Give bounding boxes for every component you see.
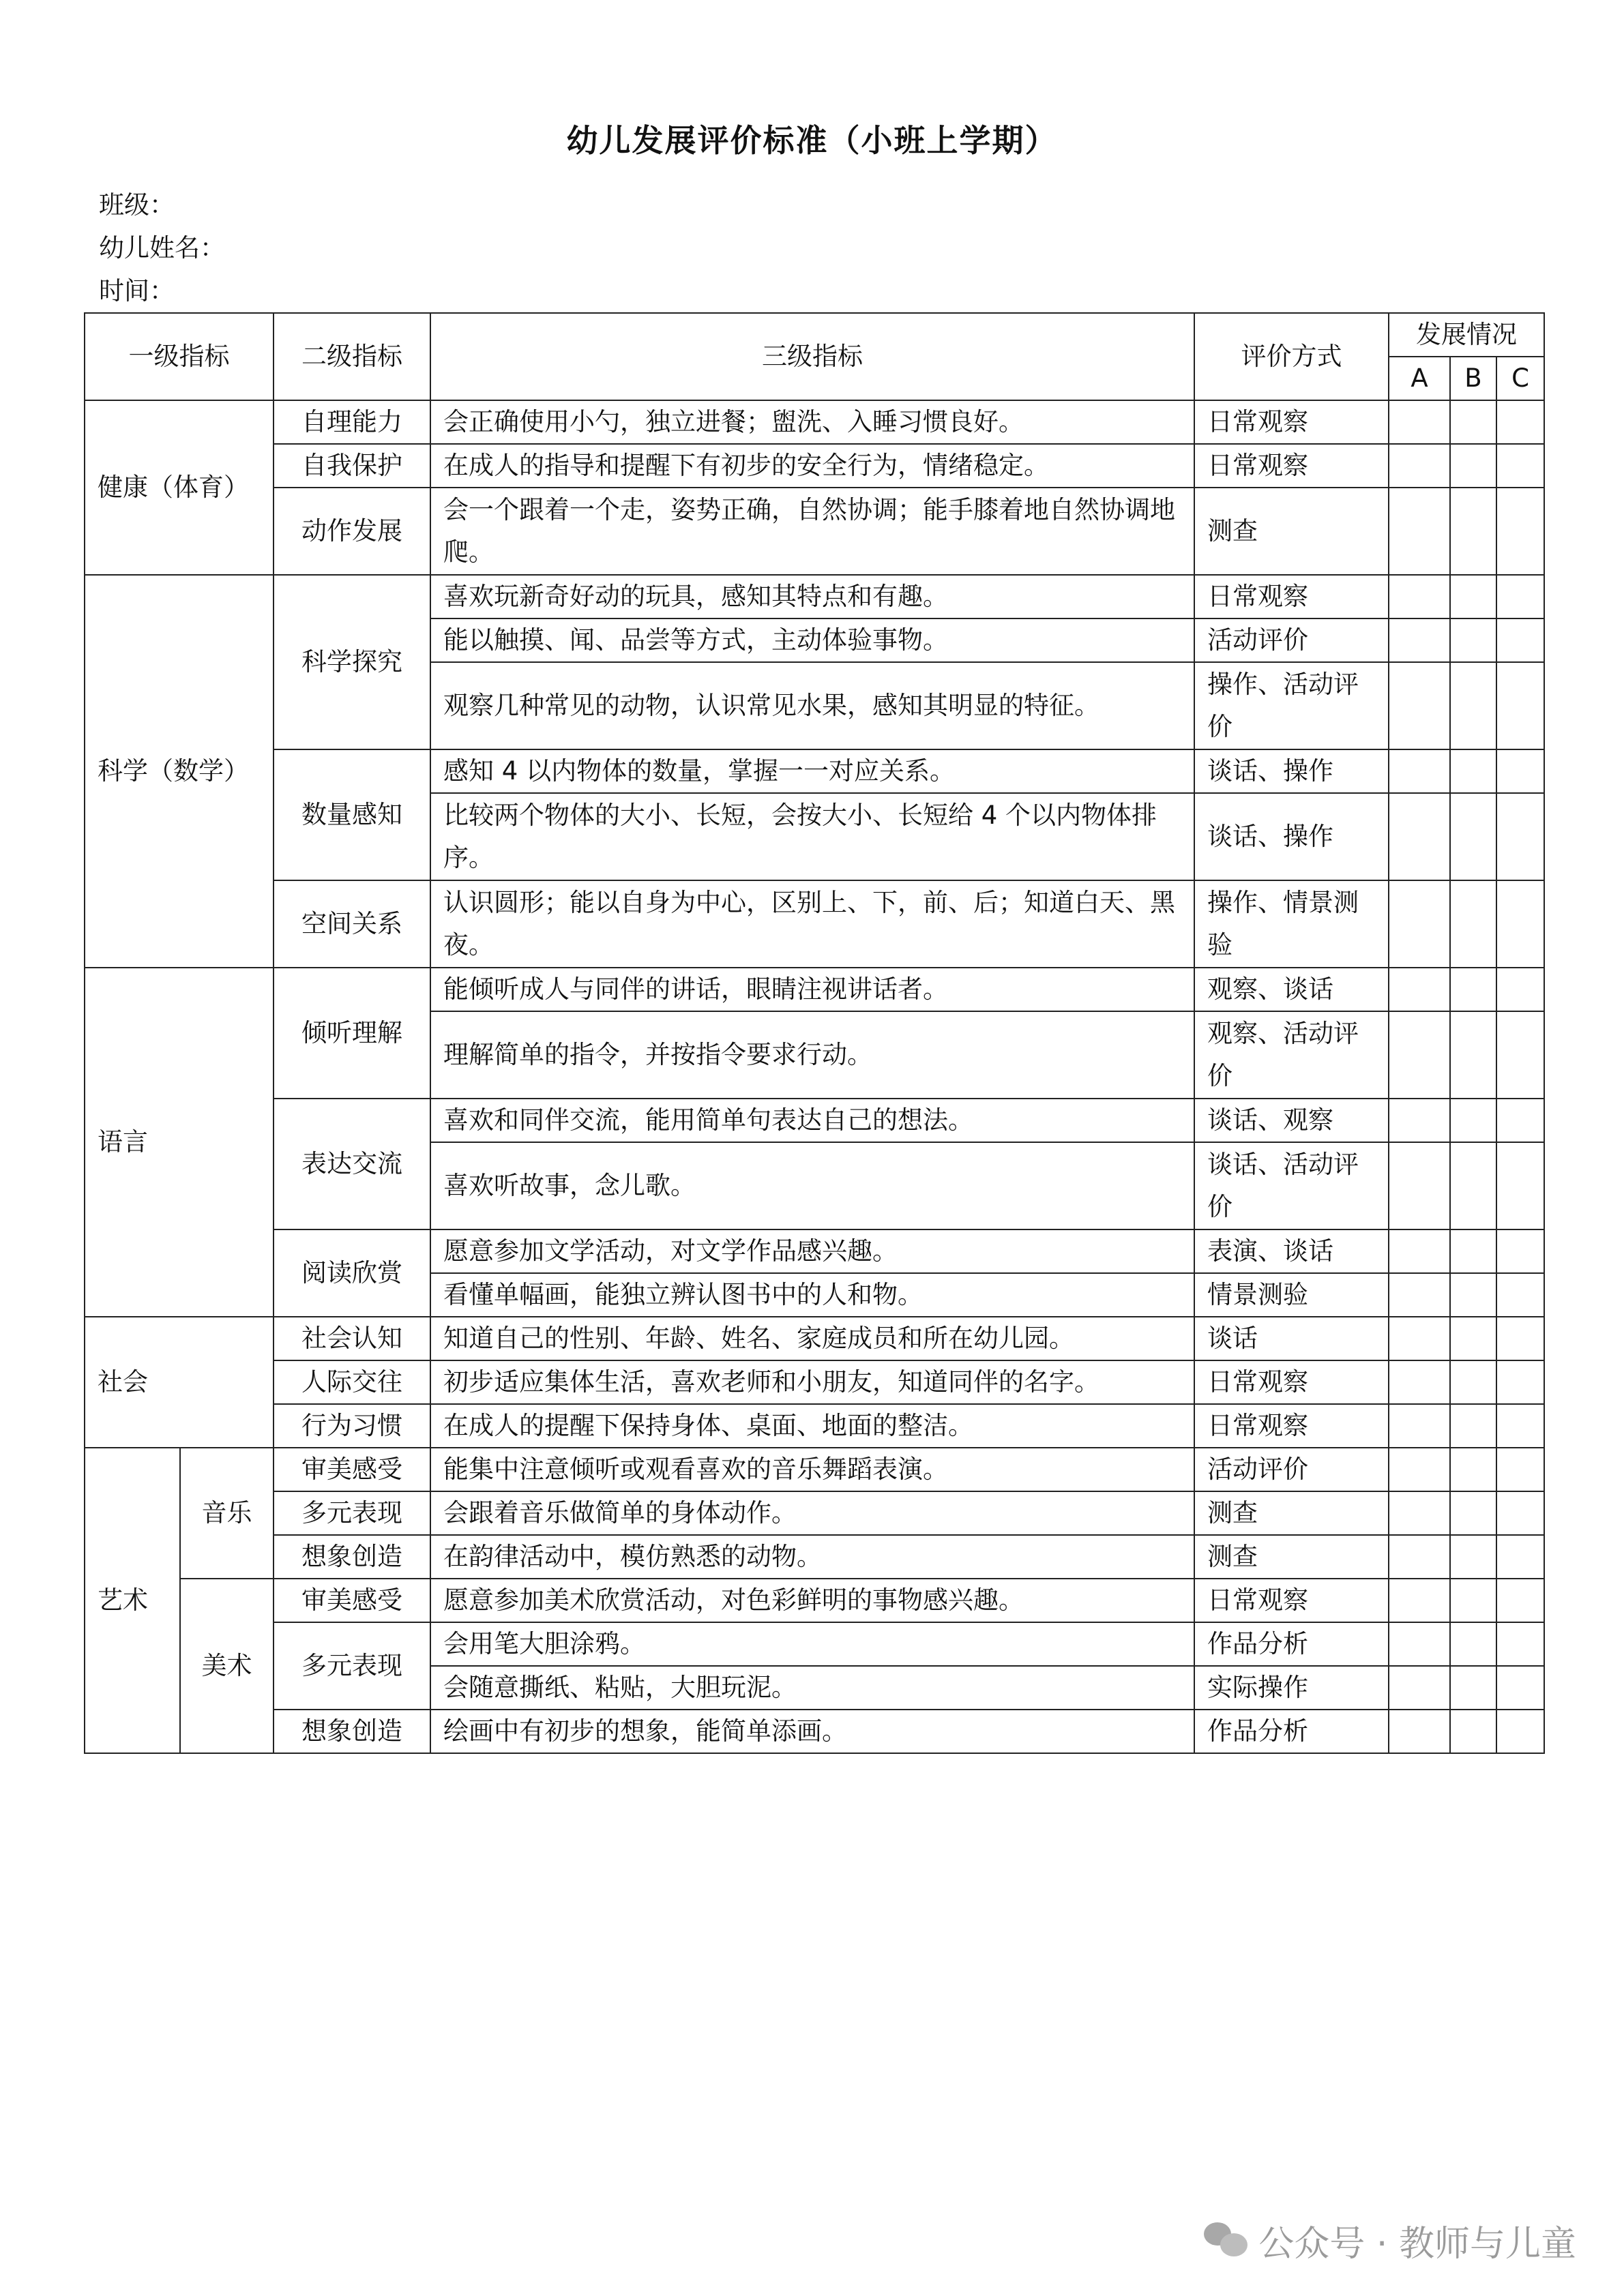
level3-cell: 在韵律活动中，模仿熟悉的动物。 [430,1535,1194,1579]
method-cell: 操作、活动评价 [1194,662,1389,749]
grade-b-cell[interactable] [1450,749,1496,793]
grade-a-cell[interactable] [1389,1535,1450,1579]
header-method: 评价方式 [1194,313,1389,400]
method-cell: 谈话、观察 [1194,1099,1389,1142]
table-row [85,488,1544,575]
grade-b-cell[interactable] [1450,1448,1496,1491]
grade-b-cell[interactable] [1450,1142,1496,1229]
level1-social: 社会 [85,1317,274,1448]
grade-c-cell[interactable] [1496,618,1544,662]
level3-cell: 在成人的指导和提醒下有初步的安全行为，情绪稳定。 [430,444,1194,488]
method-cell: 观察、谈话 [1194,968,1389,1011]
table-row [85,880,1544,968]
grade-c-cell[interactable] [1496,1666,1544,1710]
header-grade-b: B [1450,357,1496,400]
method-cell: 测查 [1194,1491,1389,1535]
grade-a-cell[interactable] [1389,618,1450,662]
method-cell: 情景测验 [1194,1273,1389,1317]
table-row [85,1710,1544,1753]
grade-b-cell[interactable] [1450,1710,1496,1753]
grade-c-cell[interactable] [1496,488,1544,575]
table-row [85,400,1544,444]
table-row [85,1491,1544,1535]
grade-a-cell[interactable] [1389,880,1450,968]
grade-b-cell[interactable] [1450,488,1496,575]
method-cell: 日常观察 [1194,444,1389,488]
level2-interpersonal: 人际交往 [274,1360,430,1404]
header-level3: 三级指标 [430,313,1194,400]
grade-c-cell[interactable] [1496,575,1544,618]
grade-c-cell[interactable] [1496,880,1544,968]
method-cell: 日常观察 [1194,1404,1389,1448]
table-row [85,1535,1544,1579]
level2-sci-explore: 科学探究 [274,575,430,749]
method-cell: 谈话 [1194,1317,1389,1360]
method-cell: 谈话、活动评价 [1194,1142,1389,1229]
grade-c-cell[interactable] [1496,1491,1544,1535]
method-cell: 测查 [1194,1535,1389,1579]
grade-b-cell[interactable] [1450,1273,1496,1317]
level3-cell: 喜欢玩新奇好动的玩具，感知其特点和有趣。 [430,575,1194,618]
header-development: 发展情况 [1389,313,1544,357]
header-level2: 二级指标 [274,313,430,400]
header-level1: 一级指标 [85,313,274,400]
level2-social-cognition: 社会认知 [274,1317,430,1360]
level3-cell: 理解简单的指令，并按指令要求行动。 [430,1011,1194,1099]
grade-c-cell[interactable] [1496,400,1544,444]
grade-a-cell[interactable] [1389,1404,1450,1448]
grade-a-cell[interactable] [1389,1579,1450,1622]
level3-cell: 观察几种常见的动物，认识常见水果，感知其明显的特征。 [430,662,1194,749]
grade-b-cell[interactable] [1450,1622,1496,1666]
table-row [85,749,1544,793]
header-grade-c: C [1496,357,1544,400]
level3-cell: 认识圆形；能以自身为中心，区别上、下，前、后；知道白天、黑夜。 [430,880,1194,968]
grade-c-cell[interactable] [1496,1360,1544,1404]
level3-cell: 绘画中有初步的想象，能简单添画。 [430,1710,1194,1753]
level1-science: 科学（数学） [85,575,274,968]
grade-c-cell[interactable] [1496,1229,1544,1273]
level2-art-creation: 想象创造 [274,1710,430,1753]
grade-c-cell[interactable] [1496,1317,1544,1360]
level3-cell: 能倾听成人与同伴的讲话，眼睛注视讲话者。 [430,968,1194,1011]
grade-b-cell[interactable] [1450,662,1496,749]
grade-a-cell[interactable] [1389,1710,1450,1753]
grade-c-cell[interactable] [1496,1710,1544,1753]
grade-a-cell[interactable] [1389,968,1450,1011]
grade-a-cell[interactable] [1389,1229,1450,1273]
level2-art-aesthetic: 审美感受 [274,1579,430,1622]
table-row [85,1622,1544,1666]
class-label: 班级： [99,190,175,220]
level3-cell: 在成人的提醒下保持身体、桌面、地面的整洁。 [430,1404,1194,1448]
grade-c-cell[interactable] [1496,1142,1544,1229]
grade-b-cell[interactable] [1450,400,1496,444]
level1-art: 艺术 [85,1448,180,1753]
table-row [85,1099,1544,1142]
grade-b-cell[interactable] [1450,968,1496,1011]
grade-c-cell[interactable] [1496,1099,1544,1142]
grade-c-cell[interactable] [1496,1273,1544,1317]
grade-b-cell[interactable] [1450,1535,1496,1579]
page-title: 幼儿发展评价标准（小班上学期） [566,122,1058,159]
grade-c-cell[interactable] [1496,1535,1544,1579]
wechat-icon [1204,2222,1247,2258]
grade-a-cell[interactable] [1389,1622,1450,1666]
level2-self-protect: 自我保护 [274,444,430,488]
grade-a-cell[interactable] [1389,444,1450,488]
level3-cell: 会用笔大胆涂鸦。 [430,1622,1194,1666]
level3-cell: 会随意撕纸、粘贴，大胆玩泥。 [430,1666,1194,1710]
grade-c-cell[interactable] [1496,749,1544,793]
method-cell: 作品分析 [1194,1622,1389,1666]
grade-a-cell[interactable] [1389,488,1450,575]
grade-b-cell[interactable] [1450,1229,1496,1273]
table-row [85,1317,1544,1360]
level2-expression: 表达交流 [274,1099,430,1229]
time-label: 时间： [99,276,175,305]
table-row [85,1360,1544,1404]
level2-art-expression: 多元表现 [274,1622,430,1710]
method-cell: 操作、情景测验 [1194,880,1389,968]
header-grade-a: A [1389,357,1450,400]
level2-space: 空间关系 [274,880,430,968]
method-cell: 实际操作 [1194,1666,1389,1710]
level2-listening: 倾听理解 [274,968,430,1099]
method-cell: 活动评价 [1194,618,1389,662]
grade-c-cell[interactable] [1496,968,1544,1011]
grade-b-cell[interactable] [1450,793,1496,880]
grade-b-cell[interactable] [1450,1011,1496,1099]
level2-quantity: 数量感知 [274,749,430,880]
grade-b-cell[interactable] [1450,1099,1496,1142]
art-sub-music: 音乐 [180,1448,274,1579]
evaluation-table [84,312,1545,1754]
method-cell: 活动评价 [1194,1448,1389,1491]
grade-a-cell[interactable] [1389,662,1450,749]
level2-music-aesthetic: 审美感受 [274,1448,430,1491]
level3-cell: 知道自己的性别、年龄、姓名、家庭成员和所在幼儿园。 [430,1317,1194,1360]
level2-music-creation: 想象创造 [274,1535,430,1579]
art-sub-fine-art: 美术 [180,1579,274,1753]
table-row [85,1579,1544,1622]
grade-a-cell[interactable] [1389,1666,1450,1710]
grade-c-cell[interactable] [1496,1448,1544,1491]
level3-cell: 感知 4 以内物体的数量，掌握一一对应关系。 [430,749,1194,793]
level3-cell: 喜欢和同伴交流，能用简单句表达自己的想法。 [430,1099,1194,1142]
level3-cell: 看懂单幅画，能独立辨认图书中的人和物。 [430,1273,1194,1317]
grade-a-cell[interactable] [1389,1099,1450,1142]
grade-a-cell[interactable] [1389,1142,1450,1229]
grade-b-cell[interactable] [1450,1666,1496,1710]
grade-a-cell[interactable] [1389,1448,1450,1491]
grade-a-cell[interactable] [1389,1317,1450,1360]
grade-c-cell[interactable] [1496,1622,1544,1666]
level3-cell: 喜欢听故事，念儿歌。 [430,1142,1194,1229]
grade-b-cell[interactable] [1450,444,1496,488]
grade-c-cell[interactable] [1496,793,1544,880]
level3-cell: 初步适应集体生活，喜欢老师和小朋友，知道同伴的名字。 [430,1360,1194,1404]
level2-habits: 行为习惯 [274,1404,430,1448]
level1-language: 语言 [85,968,274,1317]
method-cell: 表演、谈话 [1194,1229,1389,1273]
grade-b-cell[interactable] [1450,1579,1496,1622]
method-cell: 日常观察 [1194,1579,1389,1622]
watermark [1204,2216,1576,2264]
table-row [85,968,1544,1011]
level3-cell: 能以触摸、闻、品尝等方式，主动体验事物。 [430,618,1194,662]
level2-reading: 阅读欣赏 [274,1229,430,1317]
grade-a-cell[interactable] [1389,793,1450,880]
grade-b-cell[interactable] [1450,1360,1496,1404]
level3-cell: 愿意参加美术欣赏活动，对色彩鲜明的事物感兴趣。 [430,1579,1194,1622]
table-row [85,1448,1544,1491]
method-cell: 日常观察 [1194,400,1389,444]
grade-a-cell[interactable] [1389,1360,1450,1404]
table-row [85,1229,1544,1273]
table-row [85,575,1544,618]
table-row [85,1404,1544,1448]
grade-b-cell[interactable] [1450,618,1496,662]
grade-a-cell[interactable] [1389,575,1450,618]
grade-a-cell[interactable] [1389,1491,1450,1535]
level3-cell: 会跟着音乐做简单的身体动作。 [430,1491,1194,1535]
level3-cell: 会一个跟着一个走，姿势正确，自然协调；能手膝着地自然协调地爬。 [430,488,1194,575]
grade-b-cell[interactable] [1450,880,1496,968]
grade-c-cell[interactable] [1496,1404,1544,1448]
grade-b-cell[interactable] [1450,1491,1496,1535]
grade-b-cell[interactable] [1450,1317,1496,1360]
grade-b-cell[interactable] [1450,1404,1496,1448]
level2-motor: 动作发展 [274,488,430,575]
method-cell: 作品分析 [1194,1710,1389,1753]
method-cell: 谈话、操作 [1194,793,1389,880]
method-cell: 日常观察 [1194,575,1389,618]
level3-cell: 会正确使用小勺，独立进餐；盥洗、入睡习惯良好。 [430,400,1194,444]
grade-a-cell[interactable] [1389,1011,1450,1099]
watermark-text: 公众号 · 教师与儿童 [1258,2223,1576,2265]
grade-c-cell[interactable] [1496,1011,1544,1099]
level1-health: 健康（体育） [85,400,274,575]
table-row [85,444,1544,488]
method-cell: 观察、活动评价 [1194,1011,1389,1099]
grade-b-cell[interactable] [1450,575,1496,618]
method-cell: 谈话、操作 [1194,749,1389,793]
level2-music-expression: 多元表现 [274,1491,430,1535]
grade-c-cell[interactable] [1496,662,1544,749]
grade-a-cell[interactable] [1389,400,1450,444]
level2-self-care: 自理能力 [274,400,430,444]
grade-c-cell[interactable] [1496,444,1544,488]
method-cell: 测查 [1194,488,1389,575]
method-cell: 日常观察 [1194,1360,1389,1404]
child-name-label: 幼儿姓名： [99,233,225,263]
grade-c-cell[interactable] [1496,1579,1544,1622]
level3-cell: 比较两个物体的大小、长短，会按大小、长短给 4 个以内物体排序。 [430,793,1194,880]
level3-cell: 愿意参加文学活动，对文学作品感兴趣。 [430,1229,1194,1273]
grade-a-cell[interactable] [1389,1273,1450,1317]
level3-cell: 能集中注意倾听或观看喜欢的音乐舞蹈表演。 [430,1448,1194,1491]
grade-a-cell[interactable] [1389,749,1450,793]
